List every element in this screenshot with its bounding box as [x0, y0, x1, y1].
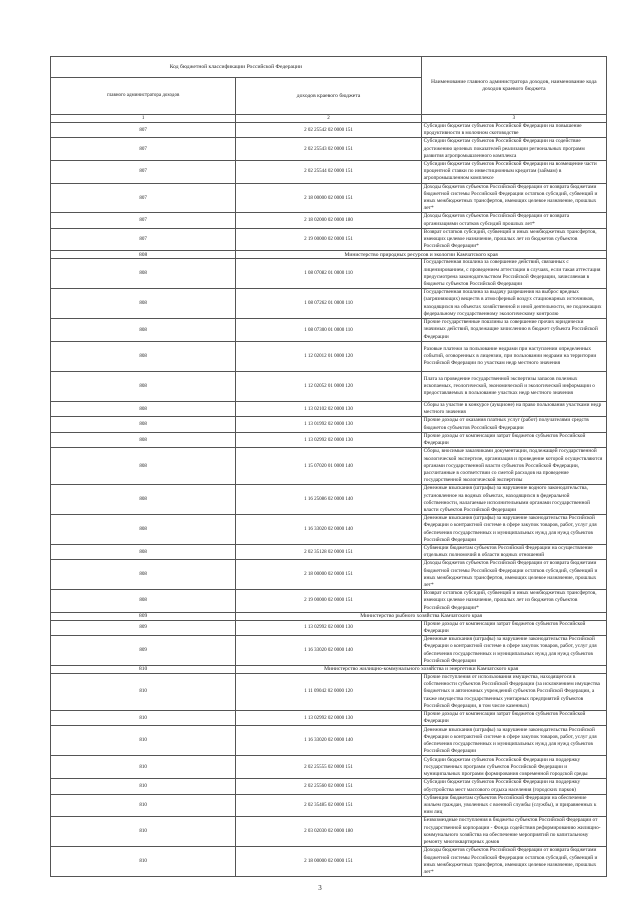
admin-code-cell: 810 — [51, 847, 236, 877]
description-cell: Прочие доходы от компенсации затрат бюджетов субъектов Российской Федерации — [421, 432, 606, 447]
description-cell: Денежные взыскания (штрафы) за нарушение законодательства Российской Федерации о контрактной системе в сфере закупок товаров, работ, услуг для обеспечения государственных и муниципальных нужд для нужд субъектов Российской Федерации — [421, 636, 606, 666]
table-row — [51, 138, 607, 161]
header-admin: главного администратора доходов — [51, 78, 236, 115]
description-cell: Денежные взыскания (штрафы) за нарушение водного законодательства, установленное на водных объектах, находящихся в федеральной собственности, налагаемые исполнительными органами государственной власти субъектов Российской Федерации — [421, 485, 606, 515]
admin-code-cell: 807 — [51, 183, 236, 213]
admin-code-cell: 808 — [51, 590, 236, 613]
revenue-code-cell: 2 18 00000 02 0000 151 — [236, 560, 421, 590]
admin-code-cell: 810 — [51, 779, 236, 794]
revenue-code-cell: 1 13 02992 02 0000 130 — [236, 432, 421, 447]
table-row — [51, 817, 607, 847]
description-cell: Государственная пошлина за выдачу разрешения на выброс вредных (загрязняющих) веществ в атмосферный воздух стационарных источников, находящихся на объектах хозяйственной и иной деятельности, не подлежащих федеральному государственному экологическому контролю — [421, 289, 606, 319]
description-cell: Государственная пошлина за совершение действий, связанных с лицензированием, с проведением аттестации в случаях, если такая аттестация предусмотрена законодательством Российской Федерации, зачисляемая в бюджеты субъектов Российской Федерации — [421, 259, 606, 289]
revenue-code-cell: 1 15 07020 01 0000 140 — [236, 448, 421, 485]
table-row — [51, 779, 607, 794]
description-cell: Субсидии бюджетам субъектов Российской Федерации на возмещение части процентной ставки по инвестиционным кредитам (займам) в агропромышленном комплексе — [421, 161, 606, 184]
table-row — [51, 342, 607, 372]
admin-code-cell: 810 — [51, 794, 236, 817]
description-cell: Субсидии бюджетам субъектов Российской Федерации на содействие достижению целевых показателей реализации региональных программ развития агропромышленного комплекса — [421, 138, 606, 161]
table-row — [51, 560, 607, 590]
revenue-code-cell: 2 03 02030 02 0000 180 — [236, 817, 421, 847]
table-row — [51, 228, 607, 251]
admin-code-cell: 808 — [51, 342, 236, 372]
description-cell: Денежные взыскания (штрафы) за нарушение законодательства Российской Федерации о контрактной системе в сфере закупок товаров, работ, услуг для обеспечения государственных и муниципальных нужд для нужд субъектов Российской Федерации — [421, 515, 606, 545]
table-row — [51, 590, 607, 613]
admin-code-cell: 810 — [51, 673, 236, 710]
description-cell: Прочие поступления от использования имущества, находящегося в собственности субъектов Российской Федерации (за исключением имущества бюджетных и автономных учреждений субъектов Российской Федерации, а также имущества государственных унитарных предприятий субъектов Российской Федерации, в том числе казенных) — [421, 673, 606, 710]
revenue-code-cell: 1 08 07262 01 0000 110 — [236, 289, 421, 319]
header-name: Наименование главного администратора доходов, наименование кода доходов краевого бюджета — [421, 57, 606, 115]
description-cell: Сборы за участие в конкурсе (аукционе) на право пользования участками недр местного значения — [421, 402, 606, 417]
description-cell: Возврат остатков субсидий, субвенций и иных межбюджетных трансфертов, имеющих целевое назначение, прошлых лет из бюджетов субъектов Российской Федерации* — [421, 590, 606, 613]
description-cell: Прочие доходы от компенсации затрат бюджетов субъектов Российской Федерации — [421, 620, 606, 635]
revenue-code-cell: 2 19 00000 02 0000 151 — [236, 590, 421, 613]
admin-code-cell: 808 — [51, 544, 236, 559]
table-row — [51, 161, 607, 184]
admin-code-cell: 809 — [51, 636, 236, 666]
revenue-code-cell: 2 18 02000 02 0000 180 — [236, 213, 421, 228]
table-row — [51, 620, 607, 635]
table-row — [51, 636, 607, 666]
ministry-row — [51, 665, 607, 673]
table-row — [51, 372, 607, 402]
description-cell: Доходы бюджетов субъектов Российской Федерации от возврата организациями остатков субсидий прошлых лет* — [421, 213, 606, 228]
description-cell: Субсидии бюджетам субъектов Российской Федерации на поддержку обустройства мест массового отдыха населения (городских парков) — [421, 779, 606, 794]
table-row — [51, 794, 607, 817]
revenue-code-cell: 2 02 25542 02 0000 151 — [236, 123, 421, 138]
admin-code-cell: 810 — [51, 817, 236, 847]
table-body — [51, 123, 607, 877]
header-revenue: доходов краевого бюджета — [236, 78, 421, 115]
header-num-2: 2 — [236, 115, 421, 123]
revenue-code-cell: 2 02 25555 02 0000 151 — [236, 756, 421, 779]
revenue-code-cell: 1 13 02102 02 0000 130 — [236, 402, 421, 417]
ministry-name-cell: Министерство природных ресурсов и экологии Камчатского края — [236, 251, 607, 259]
admin-code-cell: 810 — [51, 756, 236, 779]
revenue-code-cell: 1 16 33020 02 0000 140 — [236, 515, 421, 545]
admin-code-cell: 809 — [51, 612, 236, 620]
revenue-code-cell: 1 12 02052 01 0000 120 — [236, 372, 421, 402]
description-cell: Субвенции бюджетам субъектов Российской Федерации на осуществление отдельных полномочий в области водных отношений — [421, 544, 606, 559]
table-row — [51, 756, 607, 779]
admin-code-cell: 810 — [51, 726, 236, 756]
revenue-code-cell: 2 02 25543 02 0000 151 — [236, 138, 421, 161]
description-cell: Денежные взыскания (штрафы) за нарушение законодательства Российской Федерации о контрактной системе в сфере закупок товаров, работ, услуг для обеспечения государственных и муниципальных нужд для нужд субъектов Российской Федерации — [421, 726, 606, 756]
header-num-3: 3 — [421, 115, 606, 123]
ministry-name-cell: Министерство рыбного хозяйства Камчатского края — [236, 612, 607, 620]
revenue-code-cell: 1 12 02012 01 0000 120 — [236, 342, 421, 372]
header-num-1: 1 — [51, 115, 236, 123]
revenue-code-cell: 1 13 01992 02 0000 130 — [236, 417, 421, 432]
table-row — [51, 711, 607, 726]
admin-code-cell: 807 — [51, 228, 236, 251]
table-row — [51, 432, 607, 447]
table-row — [51, 485, 607, 515]
revenue-code-cell: 2 02 35485 02 0000 151 — [236, 794, 421, 817]
ministry-name-cell: Министерство жилищно-коммунального хозяйства и энергетики Камчатского края — [236, 665, 607, 673]
admin-code-cell: 808 — [51, 372, 236, 402]
table-row — [51, 289, 607, 319]
description-cell: Возврат остатков субсидий, субвенций и иных межбюджетных трансфертов, имеющих целевое назначение, прошлых лет из бюджетов субъектов Российской Федерации* — [421, 228, 606, 251]
description-cell: Разовые платежи за пользование недрами при наступлении определенных событий, оговоренных в лицензии, при пользовании недрами на территории Российской Федерации по участкам недр местного значения — [421, 342, 606, 372]
revenue-code-cell: 1 16 25086 02 0000 140 — [236, 485, 421, 515]
description-cell: Субвенции бюджетам субъектов Российской Федерации на обеспечение жильем граждан, уволенных с военной службы (службы), и приравненных к ним лиц — [421, 794, 606, 817]
table-row — [51, 515, 607, 545]
revenue-code-cell: 1 13 02992 02 0000 130 — [236, 620, 421, 635]
admin-code-cell: 807 — [51, 123, 236, 138]
admin-code-cell: 808 — [51, 289, 236, 319]
table-row — [51, 183, 607, 213]
revenue-code-cell: 2 19 00000 02 0000 151 — [236, 228, 421, 251]
description-cell: Доходы бюджетов субъектов Российской Федерации от возврата бюджетами бюджетной системы Российской Федерации остатков субсидий, субвенций и иных межбюджетных трансфертов, имеющих целевое назначение, прошлых лет* — [421, 560, 606, 590]
admin-code-cell: 808 — [51, 432, 236, 447]
admin-code-cell: 807 — [51, 213, 236, 228]
revenue-code-cell: 1 11 09042 02 0000 120 — [236, 673, 421, 710]
table-row — [51, 448, 607, 485]
table-row — [51, 213, 607, 228]
admin-code-cell: 809 — [51, 620, 236, 635]
description-cell: Субсидии бюджетам субъектов Российской Федерации на поддержку государственных программ субъектов Российской Федерации и муниципальных программ формирования современной городской среды — [421, 756, 606, 779]
admin-code-cell: 808 — [51, 485, 236, 515]
description-cell: Прочие государственные пошлины за совершение прочих юридически значимых действий, подлежащие зачислению в бюджет субъекта Российской Федерации — [421, 319, 606, 342]
admin-code-cell: 807 — [51, 138, 236, 161]
table-row — [51, 726, 607, 756]
admin-code-cell: 808 — [51, 515, 236, 545]
table-row — [51, 319, 607, 342]
revenue-code-cell: 1 16 33020 02 0000 140 — [236, 636, 421, 666]
table-row — [51, 847, 607, 877]
revenue-code-cell: 2 02 25560 02 0000 151 — [236, 779, 421, 794]
budget-classification-table — [50, 56, 607, 877]
admin-code-cell: 808 — [51, 402, 236, 417]
admin-code-cell: 810 — [51, 711, 236, 726]
revenue-code-cell: 2 02 25544 02 0000 151 — [236, 161, 421, 184]
admin-code-cell: 808 — [51, 448, 236, 485]
admin-code-cell: 808 — [51, 560, 236, 590]
description-cell: Безвозмездные поступления в бюджеты субъектов Российской Федерации от государственной корпорации - Фонда содействия реформированию жилищно-коммунального хозяйства на обеспечение мероприятий по капитальному ремонту многоквартирных домов — [421, 817, 606, 847]
table-row — [51, 417, 607, 432]
admin-code-cell: 808 — [51, 259, 236, 289]
ministry-row — [51, 612, 607, 620]
description-cell: Сборы, вносимые заказчиками документации, подлежащей государственной экологической экспертизе, организация и проведение которой осуществляются органами государственной власти субъектов Российской Федерации, рассчитанные в соответствии со сметой расходов на проведение государственной экологической экспертизы — [421, 448, 606, 485]
description-cell: Плата за проведение государственной экспертизы запасов полезных ископаемых, геологической, экономической и экологической информации о предоставляемых в пользование участках недр местного значения — [421, 372, 606, 402]
description-cell: Прочие доходы от компенсации затрат бюджетов субъектов Российской Федерации — [421, 711, 606, 726]
header-bk-code: Код бюджетной классификации Российской Федерации — [51, 57, 422, 78]
table-row — [51, 259, 607, 289]
table-row — [51, 402, 607, 417]
revenue-code-cell: 2 18 00000 02 0000 151 — [236, 183, 421, 213]
admin-code-cell: 810 — [51, 665, 236, 673]
admin-code-cell: 808 — [51, 417, 236, 432]
description-cell: Доходы бюджетов субъектов Российской Федерации от возврата бюджетами бюджетной системы Российской Федерации остатков субсидий, субвенций и иных межбюджетных трансфертов, имеющих целевое назначение, прошлых лет* — [421, 183, 606, 213]
table-row — [51, 673, 607, 710]
page-number: 3 — [318, 884, 322, 892]
table-row — [51, 544, 607, 559]
revenue-code-cell: 1 16 33020 02 0000 140 — [236, 726, 421, 756]
admin-code-cell: 808 — [51, 319, 236, 342]
ministry-row — [51, 251, 607, 259]
description-cell: Прочие доходы от оказания платных услуг (работ) получателями средств бюджетов субъектов Российской Федерации — [421, 417, 606, 432]
admin-code-cell: 807 — [51, 161, 236, 184]
admin-code-cell: 808 — [51, 251, 236, 259]
revenue-code-cell: 1 08 07300 01 0000 110 — [236, 319, 421, 342]
revenue-code-cell: 1 08 07082 01 0000 110 — [236, 259, 421, 289]
description-cell: Субсидии бюджетам субъектов Российской Федерации на повышение продуктивности в молочном скотоводстве — [421, 123, 606, 138]
revenue-code-cell: 2 02 35128 02 0000 151 — [236, 544, 421, 559]
revenue-code-cell: 2 18 00000 02 0000 151 — [236, 847, 421, 877]
revenue-code-cell: 1 13 02992 02 0000 130 — [236, 711, 421, 726]
description-cell: Доходы бюджетов субъектов Российской Федерации от возврата бюджетами бюджетной системы Российской Федерации остатков субсидий, субвенций и иных межбюджетных трансфертов, имеющих целевое назначение, прошлых лет* — [421, 847, 606, 877]
table-row — [51, 123, 607, 138]
